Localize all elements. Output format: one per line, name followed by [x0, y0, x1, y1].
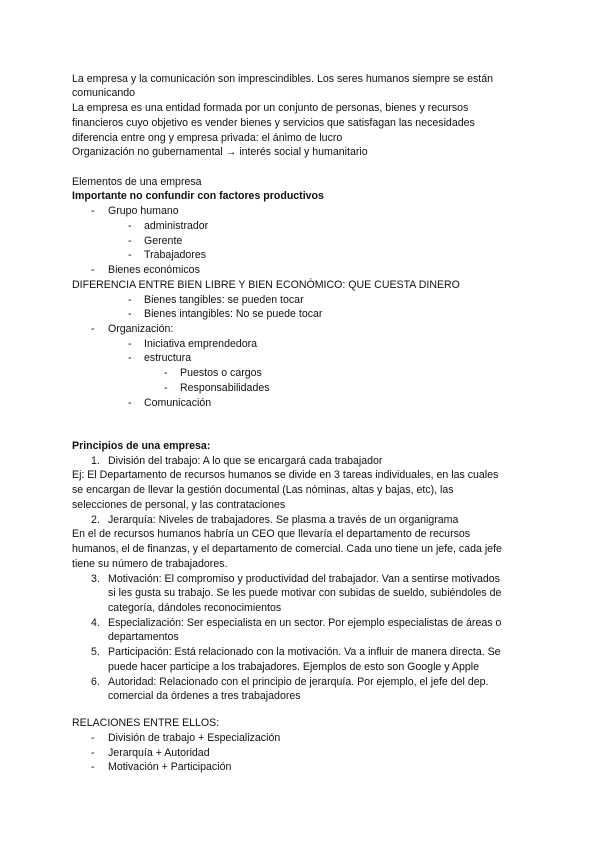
org-item: Iniciativa emprendedora: [144, 338, 258, 350]
organizacion: Organización:: [108, 323, 174, 335]
bullet-dash: -: [128, 235, 132, 247]
bullet-dash: -: [128, 294, 132, 306]
intro-line-3: La empresa es una entidad formada por un conjunto de personas, bienes y recursos: [72, 102, 469, 114]
intro-line-5: diferencia entre ong y empresa privada: el ánimo de lucro: [72, 132, 343, 144]
bullet-dash: -: [128, 338, 132, 350]
grupo-item: administrador: [144, 220, 209, 232]
principio-5-line: puede hacer participe a los trabajadores. Ejemplos de esto son Google y Apple: [108, 661, 480, 673]
ejemplo-2-line: En el de recursos humanos habría un CEO que llevaría el departamento de recursos: [72, 528, 471, 540]
intro-line-1: La empresa y la comunicación son imprescindibles. Los seres humanos siempre se están: [72, 73, 494, 85]
bullet-dash: -: [91, 747, 95, 759]
principio-6-line: comercial da órdenes a tres trabajadores: [108, 690, 301, 702]
grupo-item: Gerente: [144, 235, 183, 247]
ejemplo-1-line: se encargan de llevar la gestión documental (Las nóminas, altas y bajas, etc), las: [72, 484, 454, 496]
estructura-item: Puestos o cargos: [180, 367, 262, 379]
principio-1: División del trabajo: A lo que se encargará cada trabajador: [108, 455, 383, 467]
relacion-item: División de trabajo + Especialización: [108, 732, 281, 744]
bullet-dash: -: [91, 323, 95, 335]
list-number: 4.: [91, 617, 100, 629]
list-number: 3.: [91, 573, 100, 585]
intro-line-4: financieros cuyo objetivo es vender bienes y servicios que satisfagan las necesidades: [72, 117, 475, 129]
principio-3-line: si les gusta su trabajo. Se les puede motivar con subidas de sueldo, subiéndoles de: [108, 587, 502, 599]
relacion-item: Motivación + Participación: [108, 761, 232, 773]
ejemplo-2-line: humanos, el de finanzas, y el departamento de comercial. Cada uno tiene un jefe, cada jefe: [72, 543, 502, 555]
bullet-dash: -: [164, 367, 168, 379]
bullet-dash: -: [91, 205, 95, 217]
ejemplo-1-line: Ej: El Departamento de recursos humanos se divide en 3 tareas individuales, en las cuales: [72, 469, 499, 481]
bullet-dash: -: [128, 220, 132, 232]
bullet-dash: -: [91, 761, 95, 773]
comunicacion: Comunicación: [144, 397, 212, 409]
ejemplo-1-line: selecciones de personal, y las contrataciones: [72, 499, 286, 511]
elementos-title: Elementos de una empresa: [72, 176, 202, 188]
bullet-dash: -: [128, 308, 132, 320]
bienes-item: Bienes tangibles: se pueden tocar: [144, 294, 304, 306]
bullet-dash: -: [91, 264, 95, 276]
principio-3-line: Motivación: El compromiso y productividad del trabajador. Van a sentirse motivados: [108, 573, 500, 585]
elementos-bold-note: Importante no confundir con factores productivos: [72, 190, 324, 202]
grupo-humano: Grupo humano: [108, 205, 179, 217]
estructura-item: Responsabilidades: [180, 382, 270, 394]
bullet-dash: -: [128, 352, 132, 364]
diferencia-line: DIFERENCIA ENTRE BIEN LIBRE Y BIEN ECONÓMICO: QUE CUESTA DINERO: [72, 279, 460, 291]
principio-4-line: departamentos: [108, 631, 179, 643]
list-number: 1.: [91, 455, 100, 467]
intro-line-2: comunicando: [72, 87, 136, 99]
principios-title: Principios de una empresa:: [72, 440, 211, 452]
bienes-item: Bienes intangibles: No se puede tocar: [144, 308, 323, 320]
intro-line-6: Organización no gubernamental → interés social y humanitario: [72, 146, 368, 158]
principio-5-line: Participación: Está relacionado con la motivación. Va a influir de manera directa. Se: [108, 646, 501, 658]
bullet-dash: -: [128, 397, 132, 409]
bullet-dash: -: [128, 249, 132, 261]
bullet-dash: -: [91, 732, 95, 744]
list-number: 2.: [91, 514, 100, 526]
org-item: estructura: [144, 352, 192, 364]
principio-2: Jerarquía: Niveles de trabajadores. Se plasma a través de un organigrama: [108, 514, 459, 526]
bienes-economicos: Bienes económicos: [108, 264, 200, 276]
grupo-item: Trabajadores: [144, 249, 207, 261]
principio-4-line: Especialización: Ser especialista en un sector. Por ejemplo especialistas de áreas o: [108, 617, 502, 629]
principio-6-line: Autoridad: Relacionado con el principio de jerarquía. Por ejemplo, el jefe del dep.: [108, 676, 489, 688]
principio-3-line: categoría, dándoles reconocimientos: [108, 602, 282, 614]
list-number: 6.: [91, 676, 100, 688]
bullet-dash: -: [164, 382, 168, 394]
relacion-item: Jerarquía + Autoridad: [108, 747, 210, 759]
ejemplo-2-line: tiene su número de trabajadores.: [72, 558, 228, 570]
relaciones-title: RELACIONES ENTRE ELLOS:: [72, 717, 220, 729]
list-number: 5.: [91, 646, 100, 658]
